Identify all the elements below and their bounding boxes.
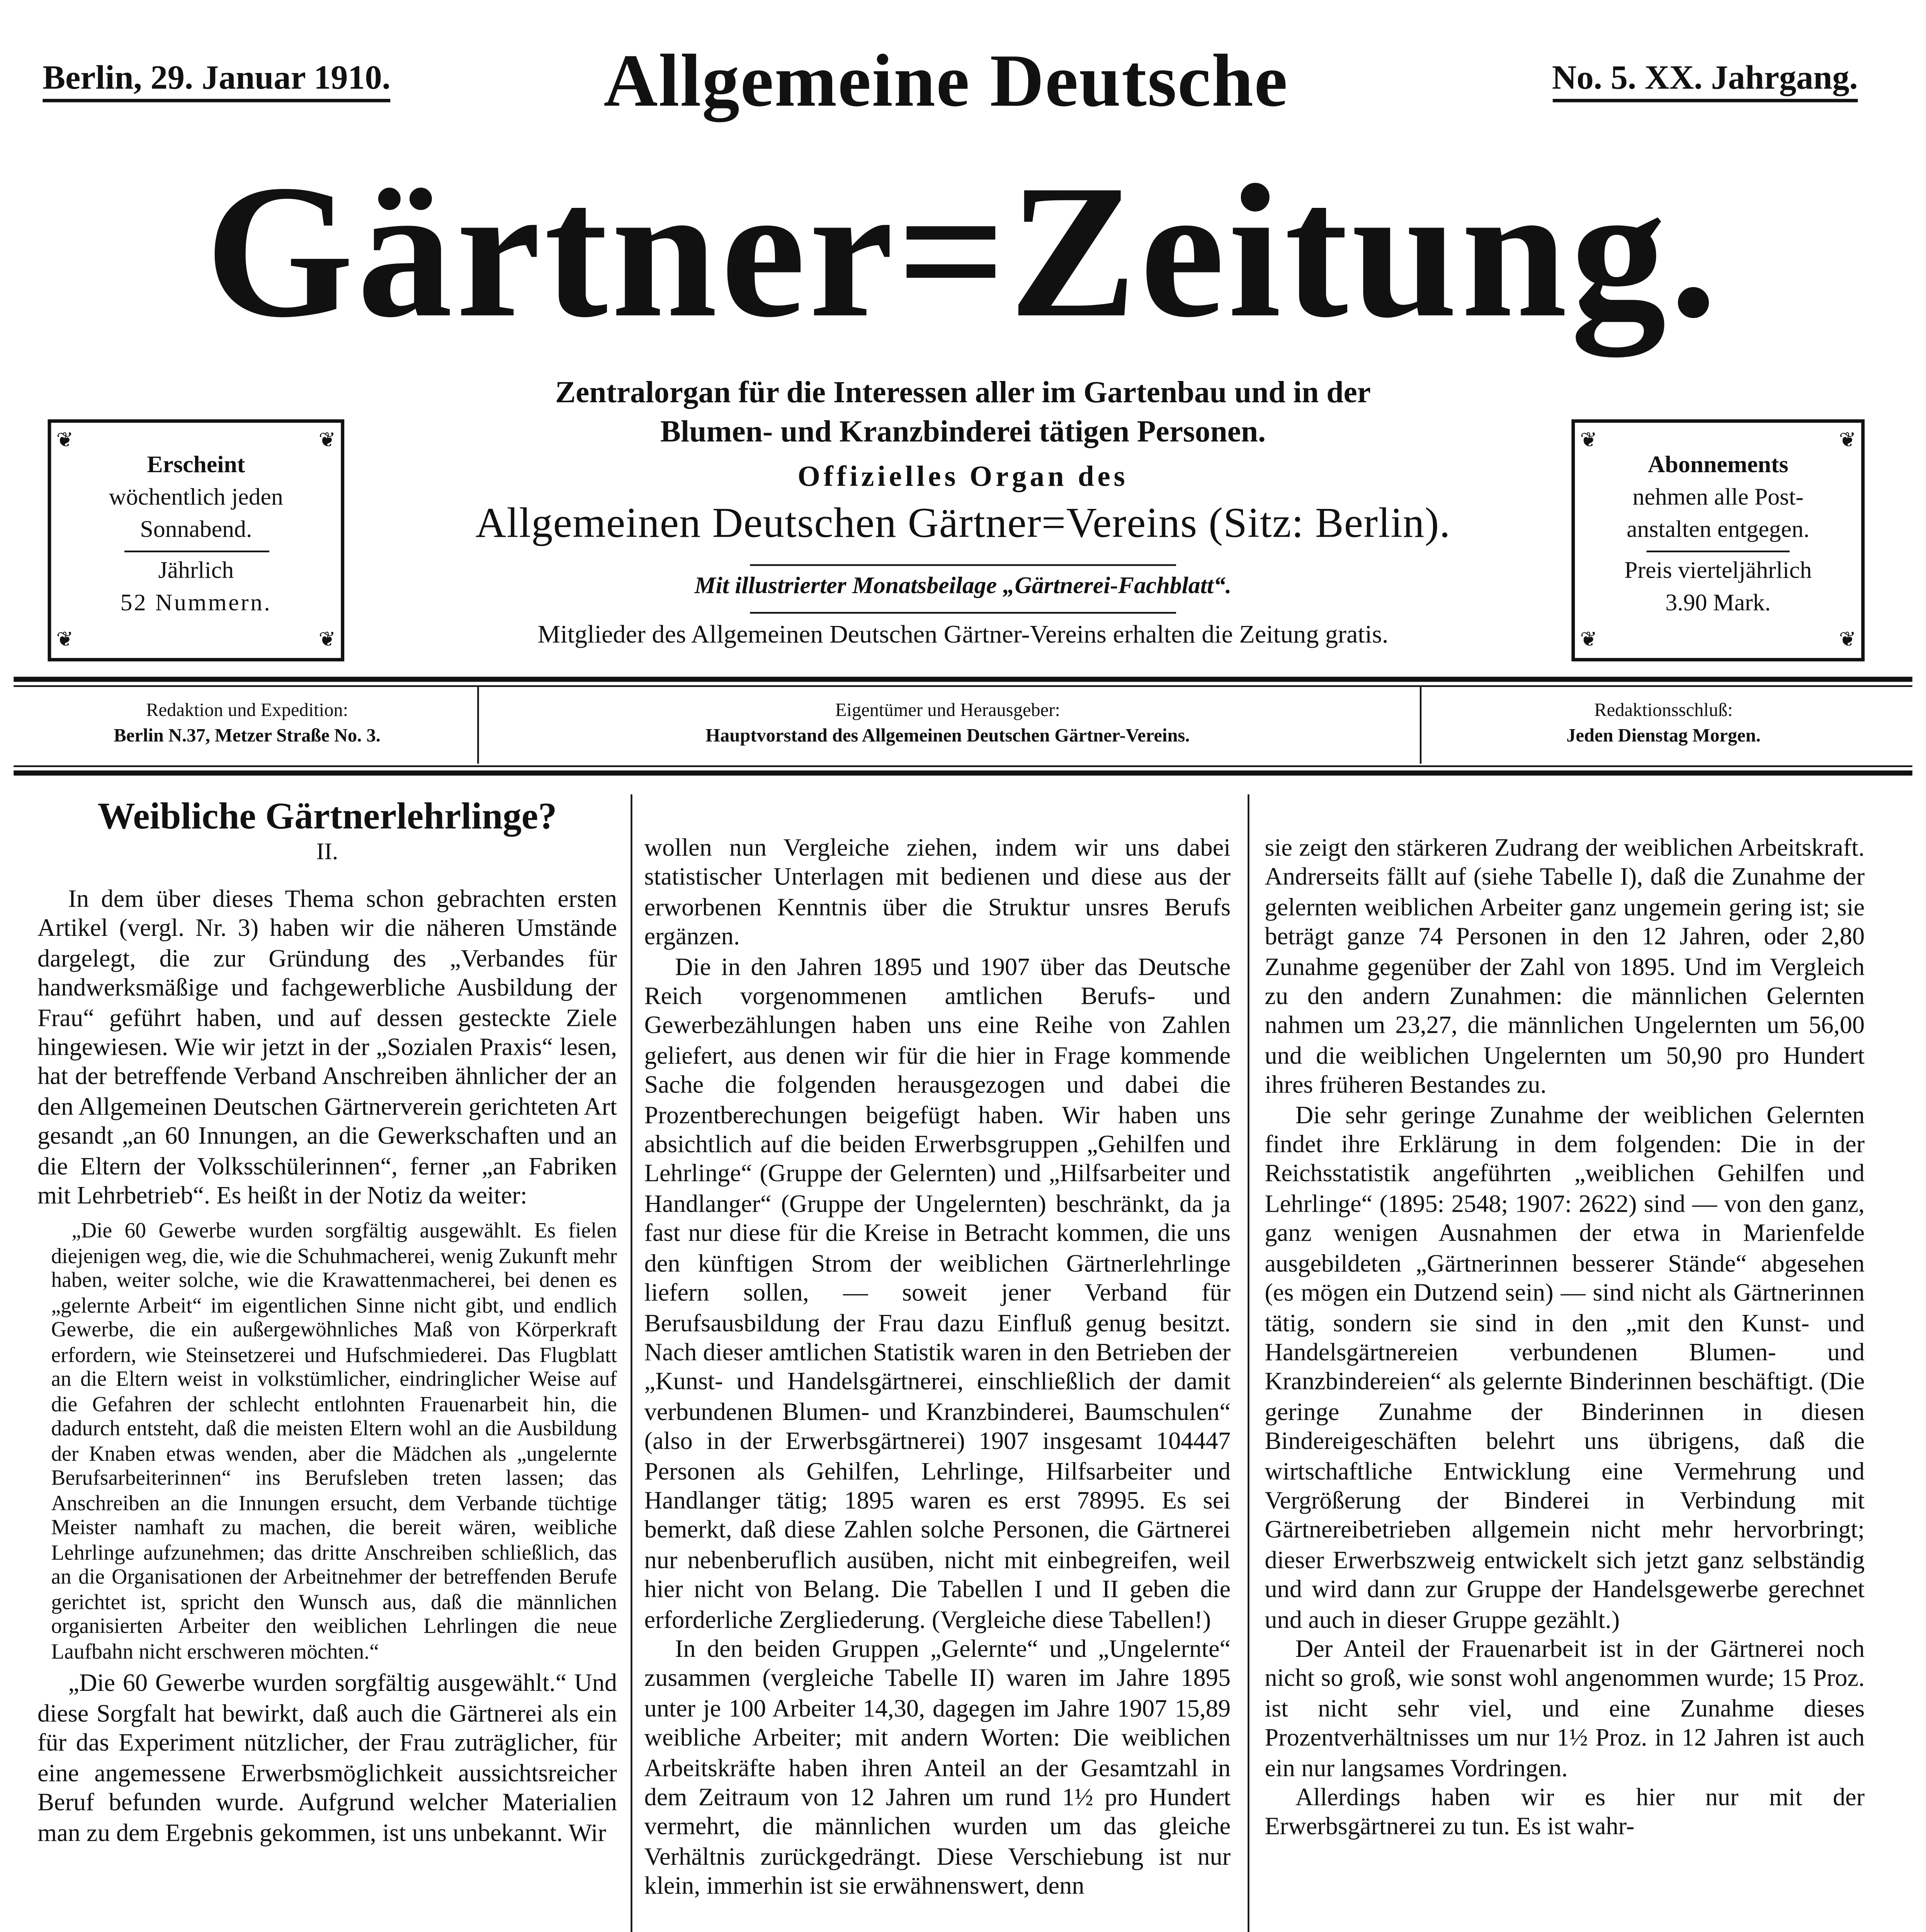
box-line: Jährlich [158, 559, 234, 585]
info-label: Redaktion und Expedition: [146, 701, 348, 721]
paragraph: sie zeigt den stärkeren Zudrang der weiblichen Arbeitskraft. Andrerseits fällt auf (siehe Tabelle I), daß die Zunahme der gelernten weiblichen Arbeiter ganz ungemein gering ist; sie beträgt ganze 74 Personen in den 12 Jahren, oder 2,80 Zunahme gegenüber der Zahl von 1895. Und im Vergleich zu den andern Zunahmen: die männlichen Gelernten nahmen um 23,27, die männlichen Ungelernten um 56,00 und die weiblichen Ungelernten um 50,90 pro Hundert ihres früheren Bestandes zu. [1265, 835, 1865, 1100]
box-line: anstalten entgegen. [1627, 518, 1810, 544]
info-label: Eigentümer und Herausgeber: [835, 701, 1060, 721]
paragraph: Die sehr geringe Zunahme der weiblichen Gelernten findet ihre Erklärung in dem folgenden: Die in der Reichsstatistik angeführten „weiblichen Gehilfen und Lehrlinge“ (1895: 2548; 1907: 2622) sind — von den ganz, ganz wenigen Ausnahmen der etwa in Marienfelde ausgebildeten „Gärtnerinnen besserer Stände“ abgesehen (es mögen ein Dutzend sein) — sind nicht als Gärtnerinnen tätig, sondern sie sind in den „mit den Kunst- und Handelsgärtnereien verbundenen Blumen- und Kranzbindereien“ als gelernte Binderinnen beschäftigt. (Die geringe Zunahme der Binderinnen in diesen Bindereigeschäften belehrt uns übrigens, daß die wirtschaftliche Entwicklung eine Vermehrung und Vergrößerung der Binderei in Verbindung mit Gärtnereibetrieben allgemein nicht mehr hervorbringt; dieser Erwerbszweig entwickelt sich jetzt ganz selbständig und wird dann zur Gruppe der Handelsgewerbe gerechnet und auch in dieser Gruppe gezählt.) [1265, 1102, 1865, 1634]
article-column-2 [644, 835, 1231, 1903]
paragraph: Allerdings haben wir es hier nur mit der Erwerbsgärtnerei zu tun. Es ist wahr- [1265, 1784, 1865, 1842]
article-title: Weibliche Gärtnerlehrlinge? [97, 794, 557, 837]
header-divider-2 [750, 612, 1176, 614]
article-part: II. [316, 840, 338, 866]
box-line: Preis vierteljährlich [1624, 559, 1812, 585]
info-editorial [17, 699, 477, 750]
quotation: „Die 60 Gewerbe wurden sorgfältig ausgewählt. Es fielen diejenigen weg, die, wie die Schuhmacherei, wenig Zukunft mehr haben, weiter solche, wie die Krawattenmacherei, bei denen es „gelernte Arbeit“ im eigentlichen Sinne nicht gibt, und endlich Gewerbe, die ein außergewöhnliches Maß von Körperkraft erfordern, wie Steinsetzerei und Hufschmiederei. Das Flugblatt an die Eltern weist in volkstümlicher, eindringlicher Weise auf die Gefahren der schlecht entlohnten Frauenarbeit hin, die dadurch entsteht, daß die meisten Eltern wohl an die Ausbildung der Knaben etwas wenden, aber die Mädchen als „ungelernte Berufsarbeiterinnen“ ins Berufsleben treten lassen; das Anschreiben an die Innungen ersucht, dem Verbande tüchtige Meister namhaft zu machen, die bereit wären, weibliche Lehrlinge aufzunehmen; das dritte Anschreiben schließlich, das an die Organisationen der Arbeitnehmer der betreffenden Berufe gerichtet ist, spricht den Wunsch aus, daß die männlichen organisierten Arbeiter den weiblichen Lehrlingen die neue Laufbahn nicht erschweren möchten.“ [51, 1219, 617, 1664]
subtitle-line-1: Zentralorgan für die Interessen aller im Gartenbau und in der [555, 375, 1371, 409]
corner-ornament-icon: ❦ [1580, 428, 1597, 452]
masthead-top: Allgemeine Deutsche [603, 39, 1289, 123]
info-label: Redaktionsschluß: [1594, 701, 1733, 721]
info-value: Jeden Dienstag Morgen. [1566, 726, 1761, 747]
masthead-title: Gärtner=Zeitung. [205, 146, 1721, 358]
issue-number: No. 5. XX. Jahrgang. [1552, 60, 1858, 102]
box-line: wöchentlich jeden [109, 486, 283, 512]
box-title: Abonnements [1647, 453, 1788, 479]
rule-top [14, 677, 1912, 682]
box-line: Sonnabend. [140, 518, 252, 544]
info-deadline [1425, 699, 1902, 750]
rule-bottom-thin [14, 765, 1912, 767]
info-value: Hauptvorstand des Allgemeinen Deutschen Gärtner-Vereins. [705, 726, 1190, 747]
paragraph: Die in den Jahren 1895 und 1907 über das Deutsche Reich vorgenommenen amtlichen Berufs- und Gewerbezählungen haben uns eine Reihe von Zahlen geliefert, aus denen wir für die hier in Frage kommende Sache die folgenden herausgezogen und dabei die Prozentberechungen beigefügt haben. Wir haben uns absichtlich auf die beiden Erwerbsgruppen „Gehilfen und Lehrlinge“ (Gruppe der Gelernten) und „Hilfsarbeiter und Handlanger“ (Gruppe der Ungelernten) beschränkt, da ja fast nur diese für die Kreise in Betracht kommen, die uns den künftigen Strom der weiblichen Gärtnerlehrlinge liefern sollen, — soweit jener Verband für Berufsausbildung der Frau dazu Einfluß genug besitzt. Nach dieser amtlichen Statistik waren in den Betrieben der „Kunst- und Handelsgärtnerei, einschließlich der damit verbundenen Blumen- und Kranzbinderei, Baumschulen“ (also in der Erwerbsgärtnerei) 1907 insgesamt 104447 Personen als Gehilfen, Lehrlinge, Hilfsarbeiter und Handlanger tätig; 1895 waren es erst 78995. Es sei bemerkt, daß diese Zahlen solche Personen, die Gärtnerei nur nebenberuflich ausüben, nicht mit einbegreifen, weil hier nicht von Belang. Die Tabellen I und II geben die erforderliche Zergliederung. (Vergleiche diese Tabellen!) [644, 954, 1231, 1634]
verein-line: Allgemeinen Deutschen Gärtner=Vereins (Sitz: Berlin). [475, 501, 1451, 548]
box-line: 52 Nummern. [120, 591, 272, 617]
beilage-line: Mit illustrierter Monatsbeilage „Gärtnerei-Fachblatt“. [694, 574, 1232, 600]
issue-date: Berlin, 29. Januar 1910. [42, 60, 390, 102]
subtitle-line-2: Blumen- und Kranzbinderei tätigen Personen. [660, 414, 1266, 449]
paragraph: Der Anteil der Frauenarbeit ist in der Gärtnerei noch nicht so groß, wie sonst wohl angenommen wurde; 15 Proz. ist nicht sehr viel, und eine Zunahme dieses Prozentverhältnisses um nur 1½ Proz. in 12 Jahren ist auch ein nur langsames Vordringen. [1265, 1636, 1865, 1782]
article-column-1 [37, 886, 617, 1849]
corner-ornament-icon: ❦ [56, 428, 73, 452]
organ-line: Offizielles Organ des [797, 460, 1129, 493]
column-divider [477, 687, 479, 764]
paragraph: In den beiden Gruppen „Gelernte“ und „Ungelernte“ zusammen (vergleiche Tabelle II) waren im Jahre 1895 unter je 100 Arbeiter 14,30, dagegen im Jahre 1907 15,89 weibliche Arbeiter; mit andern Worten: Die weiblichen Arbeitskräfte haben ihren Anteil an der Gesamtzahl in dem Zeitraum von 12 Jahren um rund 1½ pro Hundert vermehrt, die männlichen wurden um das gleiche Verhältnis zurückgedrängt. Diese Verschiebung ist nur klein, immerhin ist sie erwähnenswert, denn [644, 1636, 1231, 1901]
paragraph: In dem über dieses Thema schon gebrachten ersten Artikel (vergl. Nr. 3) haben wir die näheren Umstände dargelegt, die zur Gründung des „Verbandes für handwerksmäßige und fachgewerbliche Ausbildung der Frau“ geführt haben, und auf dessen gesteckte Ziele hingewiesen. Wie wir jetzt in der „Sozialen Praxis“ lesen, hat der betreffende Verband Anschreiben ähnlicher der an den Allgemeinen Deutschen Gärtnerverein gerichteten Art gesandt „an 60 Innungen, an die Gewerkschaften und an die Eltern der Volksschülerinnen“, ferner „an Fabriken mit Lehrbetrieb“. Es heißt in der Notiz da weiter: [37, 886, 617, 1211]
column-divider [1420, 687, 1421, 764]
subscription-frequency-box [48, 419, 345, 661]
header-divider [750, 564, 1176, 566]
corner-ornament-icon: ❦ [56, 627, 73, 651]
article-column-3 [1265, 835, 1865, 1844]
subtitle [366, 373, 1559, 452]
corner-ornament-icon: ❦ [1580, 627, 1597, 651]
subscription-price-box [1571, 419, 1865, 661]
info-publisher [481, 699, 1415, 750]
paragraph: „Die 60 Gewerbe wurden sorgfältig ausgewählt.“ Und diese Sorgfalt hat bewirkt, daß auch die Gärtnerei als ein für das Experiment nützlicher, der Frau zuträglicher, für eine angemessene Erwerbsmöglichkeit aussichtsreicher Beruf befunden wurde. Aufgrund welcher Materialien man zu dem Ergebnis gekommen, ist uns unbekannt. Wir [37, 1671, 617, 1847]
paragraph: wollen nun Vergleiche ziehen, indem wir uns dabei statistischer Unterlagen mit bedienen und diese aus der erworbenen Kenntnis über die Struktur unsres Berufs ergänzen. [644, 835, 1231, 952]
corner-ornament-icon: ❦ [1839, 627, 1856, 651]
rule-top-thin [14, 685, 1912, 687]
column-divider [1248, 794, 1249, 1932]
column-divider [631, 794, 632, 1932]
corner-ornament-icon: ❦ [318, 428, 336, 452]
corner-ornament-icon: ❦ [318, 627, 336, 651]
box-line: nehmen alle Post- [1632, 486, 1804, 512]
gratis-line: Mitglieder des Allgemeinen Deutschen Gärtner-Vereins erhalten die Zeitung gratis. [537, 622, 1389, 650]
box-line: 3.90 Mark. [1665, 591, 1771, 617]
info-value: Berlin N.37, Metzer Straße No. 3. [114, 726, 381, 747]
box-title: Erscheint [147, 453, 245, 479]
corner-ornament-icon: ❦ [1839, 428, 1856, 452]
rule-bottom [14, 770, 1912, 776]
